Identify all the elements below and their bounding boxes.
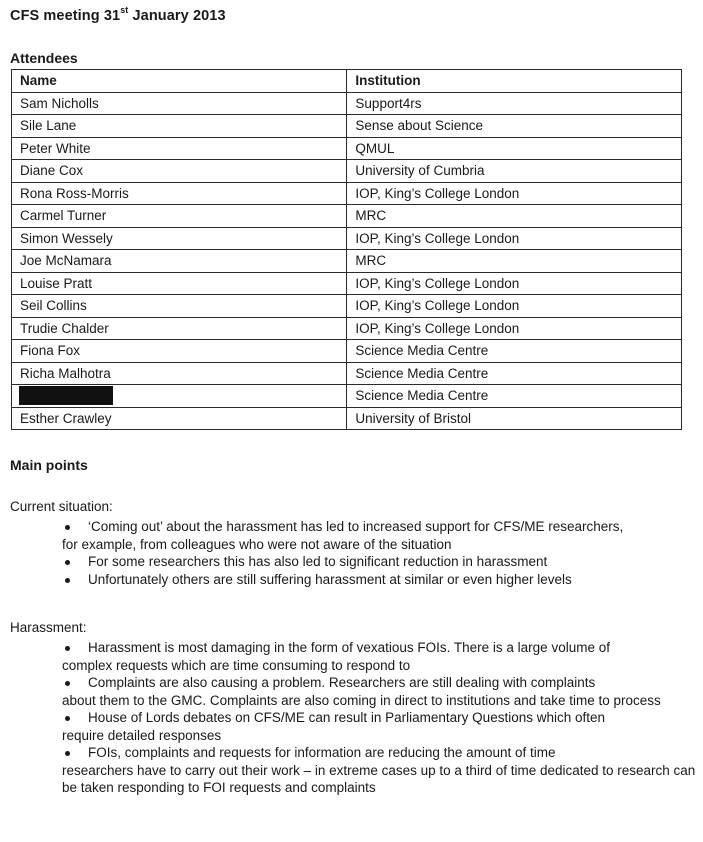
attendee-institution: IOP, King’s College London [347,227,682,250]
list-item: Harassment is most damaging in the form of vexatious FOIs. There is a large volume of complex requests which are time consuming to respond to [62,640,610,673]
attendee-name: Joe McNamara [12,250,347,273]
redaction-block [19,386,113,405]
attendee-name: Peter White [12,137,347,160]
bullet-icon [65,681,70,686]
table-row [12,362,682,385]
list-item: Unfortunately others are still suffering harassment at similar or even higher levels [62,571,702,589]
attendee-institution: Science Media Centre [347,362,682,385]
attendee-name: Sile Lane [12,115,347,138]
bullet-icon [65,751,70,756]
table-row [12,295,682,318]
attendee-name: Simon Wessely [12,227,347,250]
bullet-icon [65,578,70,583]
list-item: Complaints are also causing a problem. Researchers are still dealing with complaints about them to the GMC. Complaints are also coming in direct to institutions and take time to process [62,675,661,708]
attendee-name: Trudie Chalder [12,317,347,340]
table-row [12,137,682,160]
table-row [12,340,682,363]
attendee-institution: IOP, King’s College London [347,317,682,340]
current-situation-label: Current situation: [10,499,113,514]
main-points-heading: Main points [10,457,88,473]
table-row [12,250,682,273]
attendee-institution: IOP, King’s College London [347,295,682,318]
table-row [12,182,682,205]
attendee-institution: MRC [347,205,682,228]
attendee-name: Carmel Turner [12,205,347,228]
list-item: House of Lords debates on CFS/ME can result in Parliamentary Questions which often require detailed responses [62,710,606,743]
table-row [12,205,682,228]
column-header-name: Name [12,70,347,93]
attendees-table [11,69,682,430]
attendee-institution: University of Cumbria [347,160,682,183]
bullet-icon [65,646,70,651]
table-header-row [12,70,682,93]
attendee-name: Rona Ross-Morris [12,182,347,205]
attendee-name: Fiona Fox [12,340,347,363]
table-row [12,407,682,430]
attendee-institution: Science Media Centre [347,385,682,408]
attendee-name: Seil Collins [12,295,347,318]
bullet-icon [65,525,70,530]
attendee-institution: Science Media Centre [347,340,682,363]
table-row [12,272,682,295]
current-situation-list [62,518,702,588]
table-row [12,227,682,250]
attendee-institution: IOP, King’s College London [347,272,682,295]
attendee-name: Diane Cox [12,160,347,183]
column-header-institution: Institution [347,70,682,93]
attendee-institution: Sense about Science [347,115,682,138]
attendee-name-redacted [12,385,347,408]
harassment-list [62,639,702,797]
attendee-institution: University of Bristol [347,407,682,430]
bullet-icon [65,560,70,565]
attendee-institution: Support4rs [347,92,682,115]
document-title: CFS meeting 31st January 2013 [10,5,226,24]
attendees-heading: Attendees [10,50,78,66]
attendee-institution: MRC [347,250,682,273]
harassment-label: Harassment: [10,620,87,635]
table-row [12,385,682,408]
attendee-institution: IOP, King’s College London [347,182,682,205]
list-item: ‘Coming out’ about the harassment has led to increased support for CFS/ME researchers, for example, from colleagues who were not aware of the situation [62,519,624,552]
table-row [12,317,682,340]
list-item: For some researchers this has also led to significant reduction in harassment [62,553,702,571]
attendee-name: Richa Malhotra [12,362,347,385]
attendee-name: Sam Nicholls [12,92,347,115]
attendee-institution: QMUL [347,137,682,160]
table-row [12,160,682,183]
attendee-name: Louise Pratt [12,272,347,295]
bullet-icon [65,716,70,721]
table-row [12,115,682,138]
list-item: FOIs, complaints and requests for information are reducing the amount of time researchers have to carry out their work – in extreme cases up to a third of time dedicated to research can be taken responding to FOI requests and complaints [62,745,696,795]
table-row [12,92,682,115]
attendee-name: Esther Crawley [12,407,347,430]
